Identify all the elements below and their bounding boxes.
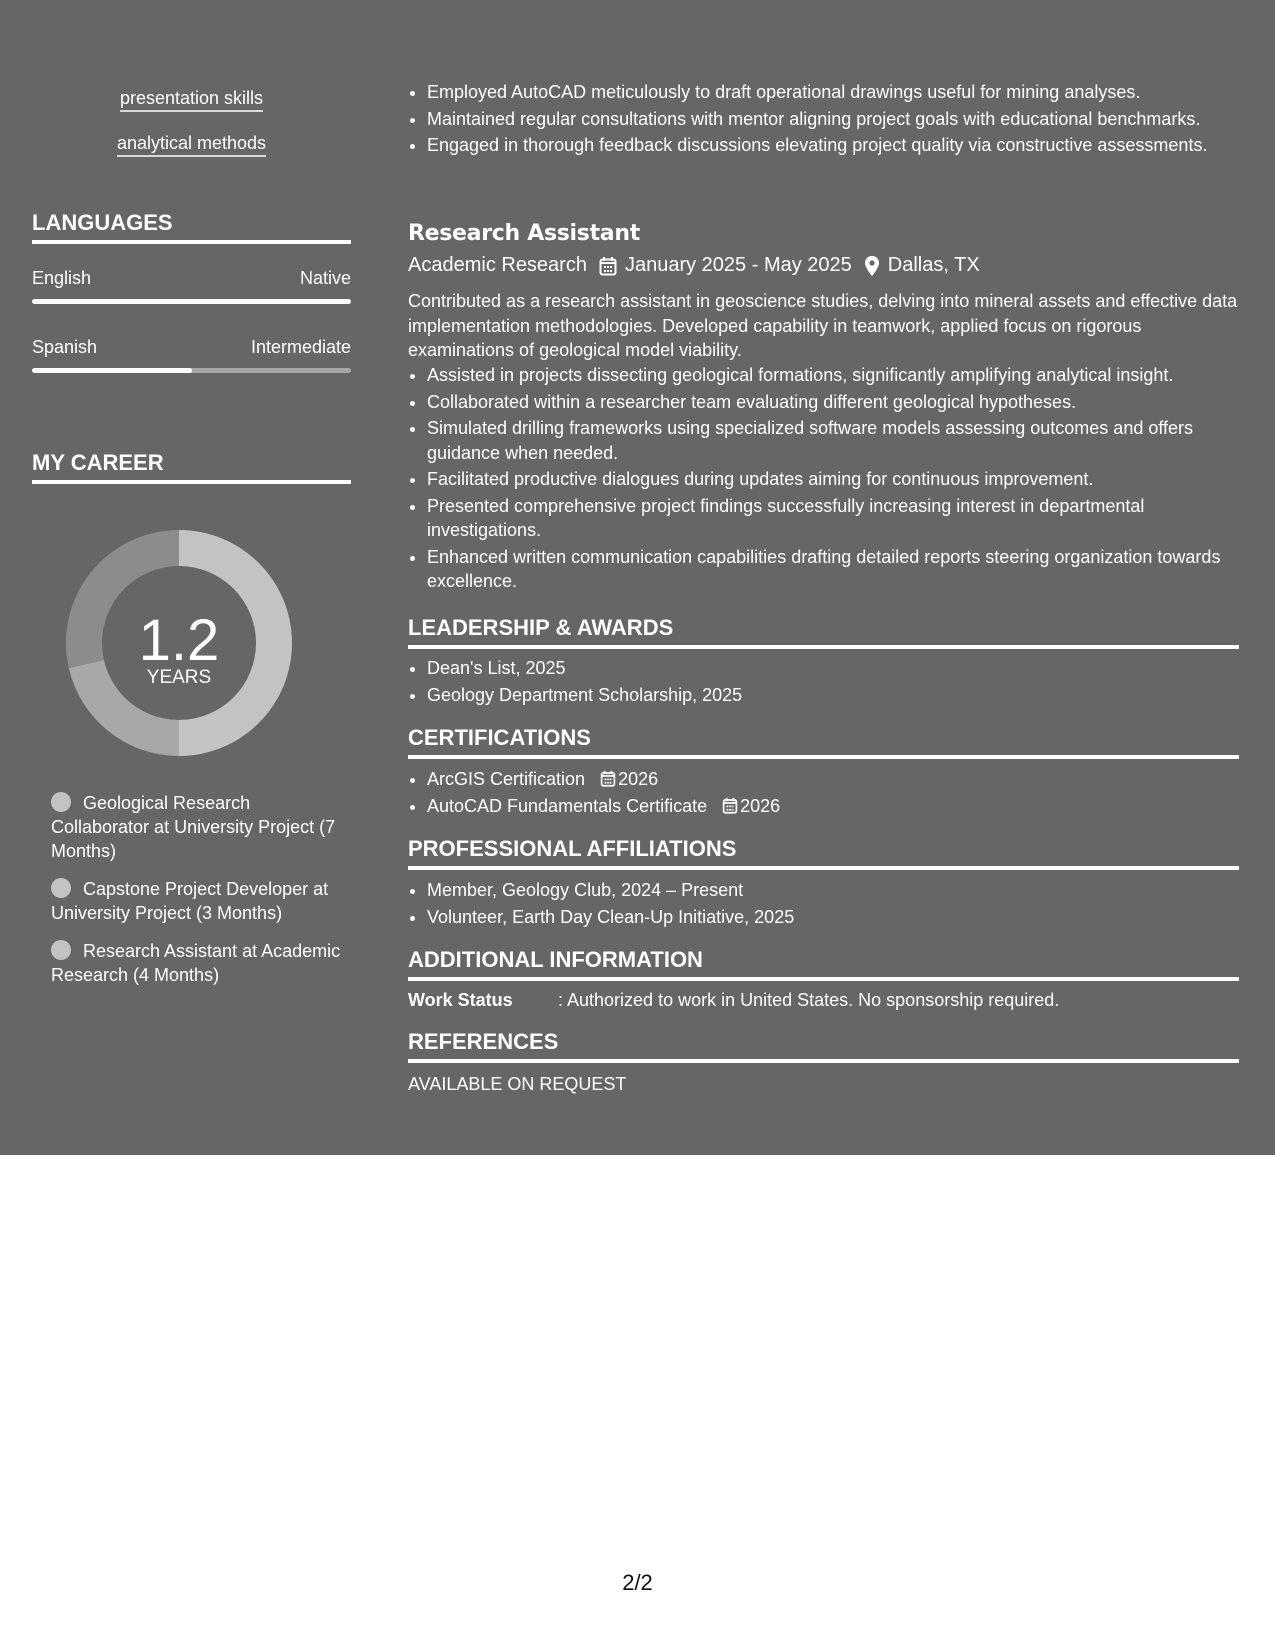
career-dot (51, 792, 71, 812)
career-years-label: YEARS (146, 667, 212, 688)
language-spanish (32, 337, 351, 358)
language-bar (32, 299, 351, 304)
affiliations-heading: PROFESSIONAL AFFILIATIONS (408, 836, 1239, 870)
language-level: Native (299, 268, 351, 288)
list-item: • Member, Geology Club, 2024 – Present (427, 878, 1239, 903)
career-donut-chart (66, 530, 292, 756)
page-number: 2/2 (622, 1570, 653, 1595)
career-heading: MY CAREER (32, 450, 351, 484)
certification-name: ArcGIS Certification (427, 769, 586, 789)
list-item: • Geology Department Scholarship, 2025 (427, 683, 1239, 708)
list-item: • Maintained regular consultations with mentor aligning project goals with educational benchmarks. (427, 107, 1239, 132)
list-item: • Employed AutoCAD meticulously to draft operational drawings useful for mining analyses. (427, 80, 1239, 105)
work-status-row (408, 990, 1239, 1011)
list-item (427, 794, 1239, 819)
calendar-icon (599, 256, 617, 276)
career-item: Geological Research Collaborator at University Project (7 Months) (51, 793, 336, 861)
list-item: • Facilitated productive dialogues during updates aiming for continuous improvement. (427, 467, 1239, 492)
job-meta (408, 254, 1239, 277)
language-bar (32, 368, 351, 373)
certifications-heading: CERTIFICATIONS (408, 725, 1239, 759)
job-description: Contributed as a research assistant in geoscience studies, delving into mineral assets and effective data implementation methodologies. Developed capability in teamwork, applied focus on rigorous examinations of geological model viability. (408, 291, 1238, 360)
career-dot (51, 940, 71, 960)
certification-year: 2026 (590, 769, 658, 789)
references-text: AVAILABLE ON REQUEST (408, 1074, 627, 1094)
leadership-heading: LEADERSHIP & AWARDS (408, 615, 1239, 649)
job-title: Research Assistant (408, 221, 640, 246)
language-bar-fill (32, 368, 192, 373)
references-heading: REFERENCES (408, 1029, 1239, 1063)
certifications-list (408, 767, 1239, 820)
list-item: • Volunteer, Earth Day Clean-Up Initiative, 2025 (427, 905, 1239, 930)
job-organization: Academic Research (408, 254, 587, 276)
skill-tag: analytical methods (32, 133, 351, 154)
certification-name: AutoCAD Fundamentals Certificate (427, 795, 708, 816)
previous-job-bullets (408, 80, 1239, 160)
list-item: • Simulated drilling frameworks using specialized software models assessing outcomes and offers guidance when needed. (427, 416, 1239, 465)
language-bar-fill (32, 299, 351, 304)
calendar-icon (600, 770, 616, 787)
job-dates: January 2025 - May 2025 (624, 254, 852, 276)
work-status-value: : Authorized to work in United States. No sponsorship required. (558, 990, 1060, 1010)
career-dot (51, 878, 71, 898)
list-item: • Dean's List, 2025 (427, 656, 1239, 681)
list-item (427, 767, 1239, 792)
career-years-value: 1.2 (138, 608, 220, 673)
career-item: Research Assistant at Academic Research (4 Months) (51, 941, 341, 985)
location-pin-icon (864, 255, 880, 277)
calendar-icon (722, 797, 738, 814)
language-english (32, 268, 351, 289)
job-location: Dallas, TX (887, 254, 980, 276)
languages-heading: LANGUAGES (32, 210, 351, 244)
work-status-label: Work Status (408, 990, 513, 1010)
list-item: • Presented comprehensive project findings successfully increasing interest in departmental investigations. (427, 494, 1239, 543)
list-item: • Engaged in thorough feedback discussions elevating project quality via constructive assessments. (427, 133, 1239, 158)
skill-tag: presentation skills (32, 88, 351, 109)
affiliations-list (408, 878, 1239, 931)
language-level: Intermediate (250, 337, 351, 357)
list-item: • Collaborated within a researcher team evaluating different geological hypotheses. (427, 390, 1239, 415)
job-bullets (408, 363, 1239, 596)
list-item: • Enhanced written communication capabilities drafting detailed reports steering organization towards excellence. (427, 545, 1239, 594)
leadership-list (408, 656, 1239, 709)
language-name: Spanish (32, 337, 98, 357)
career-item: Capstone Project Developer at University Project (3 Months) (51, 879, 329, 923)
language-name: English (32, 268, 92, 288)
certification-year: 2026 (712, 796, 780, 816)
additional-info-heading: ADDITIONAL INFORMATION (408, 947, 1239, 981)
list-item: • Assisted in projects dissecting geological formations, significantly amplifying analytical insight. (427, 363, 1239, 388)
